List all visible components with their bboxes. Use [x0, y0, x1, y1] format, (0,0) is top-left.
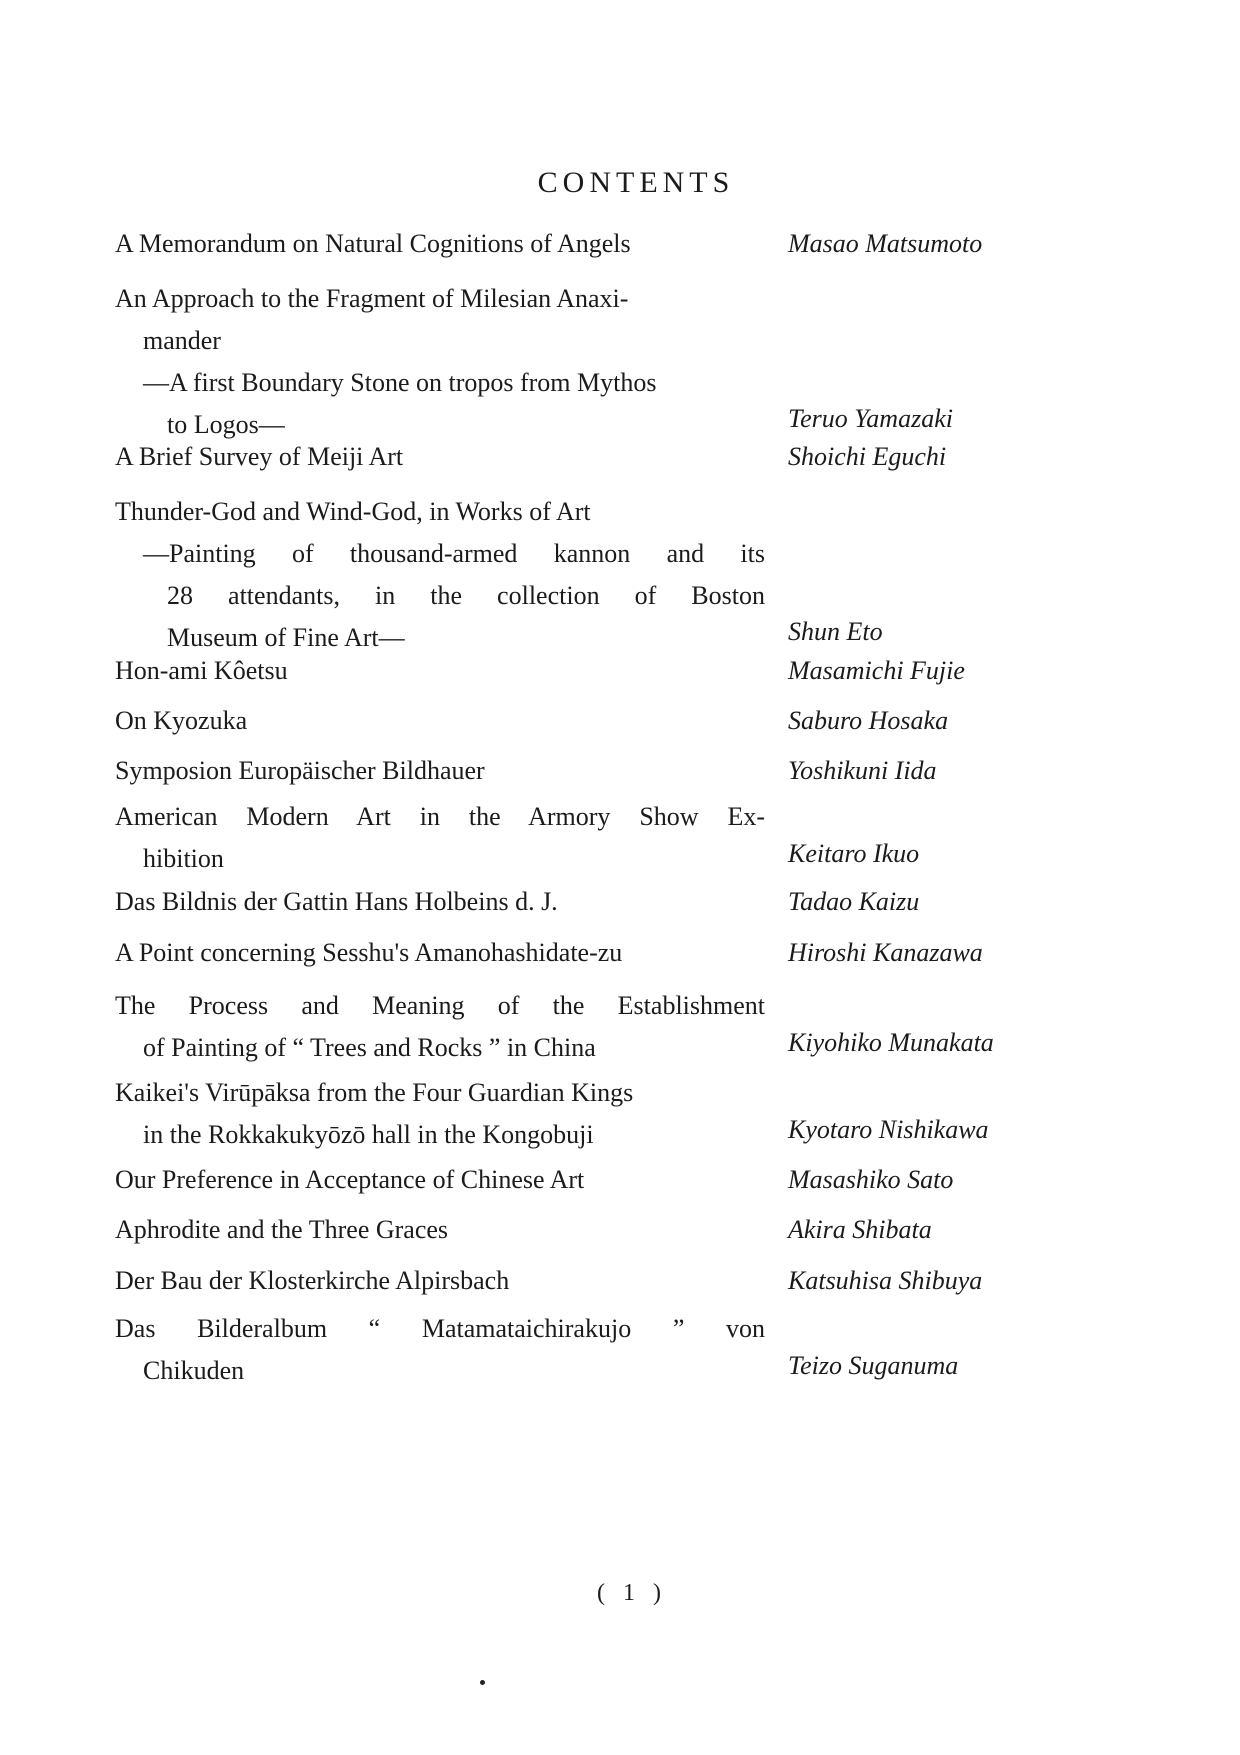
contents-entry: [115, 278, 1115, 446]
contents-entry: [115, 881, 1115, 923]
entry-author: Kiyohiko Munakata: [788, 1028, 994, 1057]
entry-title-line: A Brief Survey of Meiji Art: [115, 442, 404, 471]
entry-title-line: 28 attendants, in the collection of Boston: [167, 581, 765, 610]
contents-entry: [115, 491, 1115, 659]
entry-title: [115, 491, 765, 659]
entry-author: Shoichi Eguchi: [788, 442, 947, 471]
entry-title-line: —Painting of thousand-armed kannon and its: [143, 539, 765, 568]
entry-title-line: A Point concerning Sesshu's Amanohashidate-zu: [115, 938, 623, 967]
entry-author: Saburo Hosaka: [788, 706, 949, 735]
entry-title-line: Der Bau der Klosterkirche Alpirsbach: [115, 1266, 510, 1295]
entry-title-line: On Kyozuka: [115, 706, 248, 735]
contents-heading: CONTENTS: [537, 166, 735, 199]
entry-author: Kyotaro Nishikawa: [788, 1115, 989, 1144]
entry-author: Masashiko Sato: [788, 1165, 954, 1194]
entry-title: [115, 1159, 765, 1201]
entry-title: [115, 881, 765, 923]
entry-title-line: Das Bildnis der Gattin Hans Holbeins d. J.: [115, 887, 558, 916]
entry-title: [115, 700, 765, 742]
contents-entry: [115, 1072, 1115, 1156]
contents-entry: [115, 223, 1115, 265]
entry-title: [115, 650, 765, 692]
entry-title-line: Hon-ami Kôetsu: [115, 656, 288, 685]
entry-title-line: Das Bilderalbum “ Matamataichirakujo ” von: [115, 1314, 765, 1343]
page-number: ( 1 ): [597, 1580, 667, 1606]
contents-entry: [115, 700, 1115, 742]
entry-author: Masao Matsumoto: [788, 229, 983, 258]
entry-author: Keitaro Ikuo: [788, 839, 920, 868]
entry-title-line: of Painting of “ Trees and Rocks ” in China: [143, 1033, 596, 1062]
entry-title-line: Our Preference in Acceptance of Chinese Art: [115, 1165, 585, 1194]
entry-title-line: hibition: [143, 844, 224, 873]
entry-title-line: An Approach to the Fragment of Milesian Anaxi-: [115, 284, 629, 313]
entry-title: [115, 1072, 765, 1156]
entry-title-line: —A first Boundary Stone on tropos from Mythos: [143, 368, 657, 397]
entry-title-line: Kaikei's Virūpāksa from the Four Guardian Kings: [115, 1078, 634, 1107]
contents-entry: [115, 932, 1115, 974]
contents-entry: [115, 1260, 1115, 1302]
contents-entry: [115, 1159, 1115, 1201]
entry-author: Akira Shibata: [788, 1215, 932, 1244]
entry-author: Yoshikuni Iida: [788, 756, 937, 785]
contents-entry: [115, 985, 1115, 1069]
contents-entry: [115, 796, 1115, 880]
contents-entry: [115, 436, 1115, 478]
entry-title-line: Aphrodite and the Three Graces: [115, 1215, 449, 1244]
entry-title-line: Museum of Fine Art—: [167, 623, 405, 652]
entry-author: Teizo Suganuma: [788, 1351, 959, 1380]
entry-title: [115, 796, 765, 880]
contents-entry: [115, 650, 1115, 692]
entry-author: Masamichi Fujie: [788, 656, 965, 685]
entry-author: Katsuhisa Shibuya: [788, 1266, 983, 1295]
entry-title-line: in the Rokkakukyōzō hall in the Kongobuji: [143, 1120, 594, 1149]
ink-speck: [480, 1680, 485, 1685]
entry-title: [115, 436, 765, 478]
entry-title: [115, 1260, 765, 1302]
entry-title: [115, 750, 765, 792]
entry-title: [115, 1308, 765, 1392]
entry-title: [115, 1209, 765, 1251]
contents-entry: [115, 1308, 1115, 1392]
entry-author: Hiroshi Kanazawa: [788, 938, 983, 967]
contents-entry: [115, 750, 1115, 792]
entry-title-line: to Logos—: [167, 410, 285, 439]
entry-title-line: American Modern Art in the Armory Show Ex-: [115, 802, 765, 831]
entry-author: Tadao Kaizu: [788, 887, 920, 916]
entry-title-line: A Memorandum on Natural Cognitions of Angels: [115, 229, 631, 258]
entry-title-line: Thunder-God and Wind-God, in Works of Art: [115, 497, 591, 526]
entry-author: Shun Eto: [788, 617, 883, 646]
contents-entry: [115, 1209, 1115, 1251]
entry-title-line: The Process and Meaning of the Establishment: [115, 991, 765, 1020]
entry-title: [115, 932, 765, 974]
entry-title: [115, 223, 765, 265]
entry-title-line: Chikuden: [143, 1356, 245, 1385]
entry-author: Teruo Yamazaki: [788, 404, 953, 433]
entry-title-line: Symposion Europäischer Bildhauer: [115, 756, 485, 785]
entry-title: [115, 985, 765, 1069]
entry-title: [115, 278, 765, 446]
entry-title-line: mander: [143, 326, 221, 355]
